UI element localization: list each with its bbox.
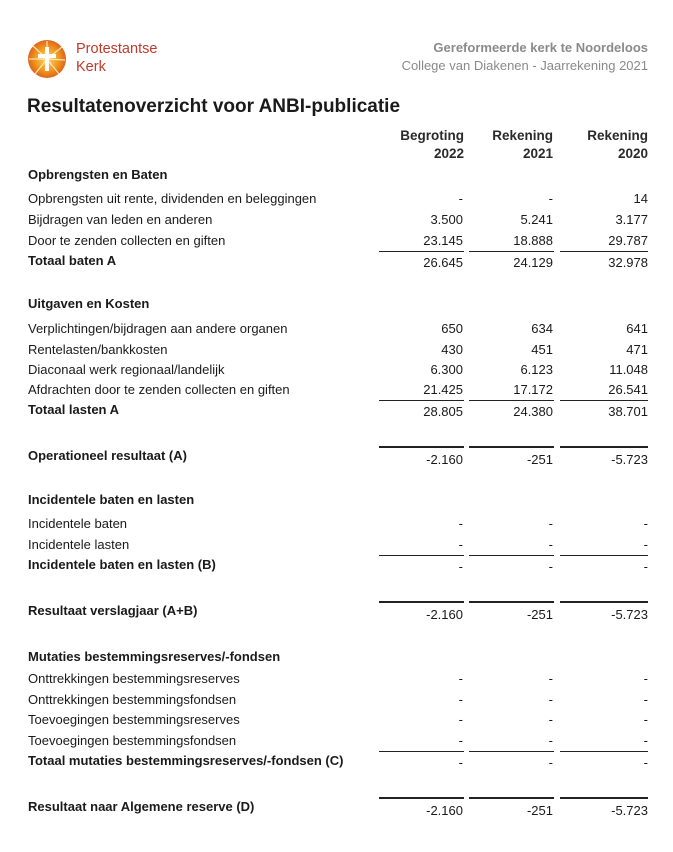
value-rekening-2021: 634	[531, 321, 553, 336]
value-rekening-2021: -	[548, 191, 553, 206]
table-row	[0, 380, 673, 400]
value-rekening-2021: -	[548, 671, 553, 686]
value-begroting-2022: -	[458, 692, 463, 707]
value-begroting-2022: -2.160	[426, 607, 463, 622]
logo	[26, 38, 186, 82]
row-label: Operationeel resultaat (A)	[28, 448, 187, 463]
column-header-line1: Begroting	[400, 128, 464, 143]
section-heading-baten	[0, 165, 673, 185]
value-begroting-2022: 21.425	[423, 382, 463, 397]
value-rekening-2021: -	[548, 692, 553, 707]
row-label: Toevoegingen bestemmingsfondsen	[28, 733, 237, 748]
value-rekening-2020: 471	[626, 342, 648, 357]
row-label: Onttrekkingen bestemmingsreserves	[28, 671, 240, 686]
column-header-rekening-2021	[453, 127, 553, 163]
value-rekening-2021: 451	[531, 342, 553, 357]
value-rekening-2021: 18.888	[513, 233, 553, 248]
row-label: Incidentele lasten	[28, 537, 130, 552]
value-begroting-2022: -	[458, 755, 463, 770]
section-heading-lasten	[0, 294, 673, 314]
row-label: Incidentele baten	[28, 516, 128, 531]
value-rekening-2021: -	[548, 559, 553, 574]
value-begroting-2022: 26.645	[423, 255, 463, 270]
value-rekening-2021: -	[548, 733, 553, 748]
value-begroting-2022: 3.500	[430, 212, 463, 227]
value-rekening-2020: 29.787	[608, 233, 648, 248]
row-label: Resultaat verslagjaar (A+B)	[28, 603, 198, 618]
value-begroting-2022: -	[458, 712, 463, 727]
row-label: Toevoegingen bestemmingsreserves	[28, 712, 240, 727]
column-header-line1: Rekening	[587, 128, 648, 143]
row-label: Afdrachten door te zenden collecten en giften	[28, 382, 290, 397]
value-rekening-2020: -	[643, 559, 648, 574]
row-label: Totaal baten A	[28, 253, 117, 268]
total-row-baten	[0, 251, 673, 271]
table-row	[0, 319, 673, 339]
value-rekening-2020: -	[643, 671, 648, 686]
section-heading-mutaties	[0, 647, 673, 667]
value-begroting-2022: 6.300	[430, 362, 463, 377]
column-header-begroting-2022	[364, 127, 464, 163]
value-rekening-2020: 38.701	[608, 404, 648, 419]
result-row-operationeel	[0, 446, 673, 466]
value-rekening-2020: -	[643, 755, 648, 770]
value-rekening-2020: 32.978	[608, 255, 648, 270]
value-rekening-2021: -251	[526, 803, 553, 818]
table-row	[0, 189, 673, 209]
table-row	[0, 535, 673, 555]
value-rekening-2021: 24.380	[513, 404, 553, 419]
section-heading-label: Uitgaven en Kosten	[28, 296, 150, 311]
column-header-line1: Rekening	[492, 128, 553, 143]
value-begroting-2022: -	[458, 537, 463, 552]
value-rekening-2020: -	[643, 537, 648, 552]
total-row-incidenteel	[0, 555, 673, 575]
result-row-verslagjaar	[0, 601, 673, 621]
logo-line-1: Protestantse	[76, 41, 158, 57]
value-rekening-2021: -	[548, 712, 553, 727]
table-row	[0, 690, 673, 710]
value-rekening-2020: 3.177	[615, 212, 648, 227]
row-label: Rentelasten/bankkosten	[28, 342, 168, 357]
organization-name: Gereformeerde kerk te Noordeloos	[433, 40, 648, 55]
value-rekening-2021: -	[548, 537, 553, 552]
row-label: Resultaat naar Algemene reserve (D)	[28, 799, 255, 814]
value-rekening-2020: -5.723	[611, 803, 648, 818]
table-row	[0, 210, 673, 230]
value-rekening-2021: -251	[526, 452, 553, 467]
document-subtitle: College van Diakenen - Jaarrekening 2021	[401, 58, 648, 73]
value-begroting-2022: -	[458, 671, 463, 686]
value-rekening-2021: -	[548, 516, 553, 531]
value-begroting-2022: -2.160	[426, 452, 463, 467]
column-header-line2: 2021	[522, 146, 553, 161]
row-label: Verplichtingen/bijdragen aan andere organen	[28, 321, 288, 336]
value-rekening-2021: 6.123	[520, 362, 553, 377]
table-row	[0, 669, 673, 689]
church-logo-icon	[26, 38, 68, 80]
section-heading-label: Mutaties bestemmingsreserves/-fondsen	[28, 649, 281, 664]
value-begroting-2022: -	[458, 733, 463, 748]
row-label: Totaal mutaties bestemmingsreserves/-fondsen (C)	[28, 753, 344, 768]
section-heading-label: Opbrengsten en Baten	[28, 167, 168, 182]
total-row-mutaties	[0, 751, 673, 771]
value-begroting-2022: 650	[441, 321, 463, 336]
value-begroting-2022: -	[458, 191, 463, 206]
value-rekening-2021: 5.241	[520, 212, 553, 227]
table-row	[0, 710, 673, 730]
value-rekening-2020: -	[643, 733, 648, 748]
value-rekening-2021: -	[548, 755, 553, 770]
row-label: Onttrekkingen bestemmingsfondsen	[28, 692, 237, 707]
value-rekening-2020: -	[643, 516, 648, 531]
page-title: Resultatenoverzicht voor ANBI-publicatie	[27, 96, 401, 117]
value-rekening-2020: 11.048	[609, 362, 648, 377]
column-header-rekening-2020	[548, 127, 648, 163]
column-header-line2: 2020	[617, 146, 648, 161]
value-rekening-2020: 26.541	[608, 382, 648, 397]
value-rekening-2020: 14	[633, 191, 648, 206]
value-rekening-2020: 641	[626, 321, 648, 336]
section-heading-label: Incidentele baten en lasten	[28, 492, 195, 507]
value-rekening-2021: 17.172	[513, 382, 553, 397]
value-rekening-2020: -5.723	[611, 607, 648, 622]
document-header	[402, 39, 648, 75]
value-rekening-2020: -	[643, 712, 648, 727]
value-rekening-2021: -251	[526, 607, 553, 622]
total-row-lasten	[0, 400, 673, 420]
row-label: Incidentele baten en lasten (B)	[28, 557, 216, 572]
row-label: Bijdragen van leden en anderen	[28, 212, 213, 227]
value-begroting-2022: -	[458, 516, 463, 531]
row-label: Totaal lasten A	[28, 402, 120, 417]
value-begroting-2022: 23.145	[423, 233, 463, 248]
table-row	[0, 514, 673, 534]
table-row	[0, 231, 673, 251]
row-label: Diaconaal werk regionaal/landelijk	[28, 362, 225, 377]
table-row	[0, 731, 673, 751]
value-begroting-2022: -2.160	[426, 803, 463, 818]
value-rekening-2020: -	[643, 692, 648, 707]
value-rekening-2020: -5.723	[611, 452, 648, 467]
row-label: Door te zenden collecten en giften	[28, 233, 226, 248]
table-row	[0, 340, 673, 360]
value-begroting-2022: -	[458, 559, 463, 574]
value-begroting-2022: 430	[441, 342, 463, 357]
logo-line-2: Kerk	[76, 59, 106, 75]
value-rekening-2021: 24.129	[513, 255, 553, 270]
row-label: Opbrengsten uit rente, dividenden en beleggingen	[28, 191, 317, 206]
table-row	[0, 360, 673, 380]
column-header-line2: 2022	[433, 146, 464, 161]
section-heading-incidenteel	[0, 490, 673, 510]
value-begroting-2022: 28.805	[423, 404, 463, 419]
result-row-algemene-reserve	[0, 797, 673, 817]
